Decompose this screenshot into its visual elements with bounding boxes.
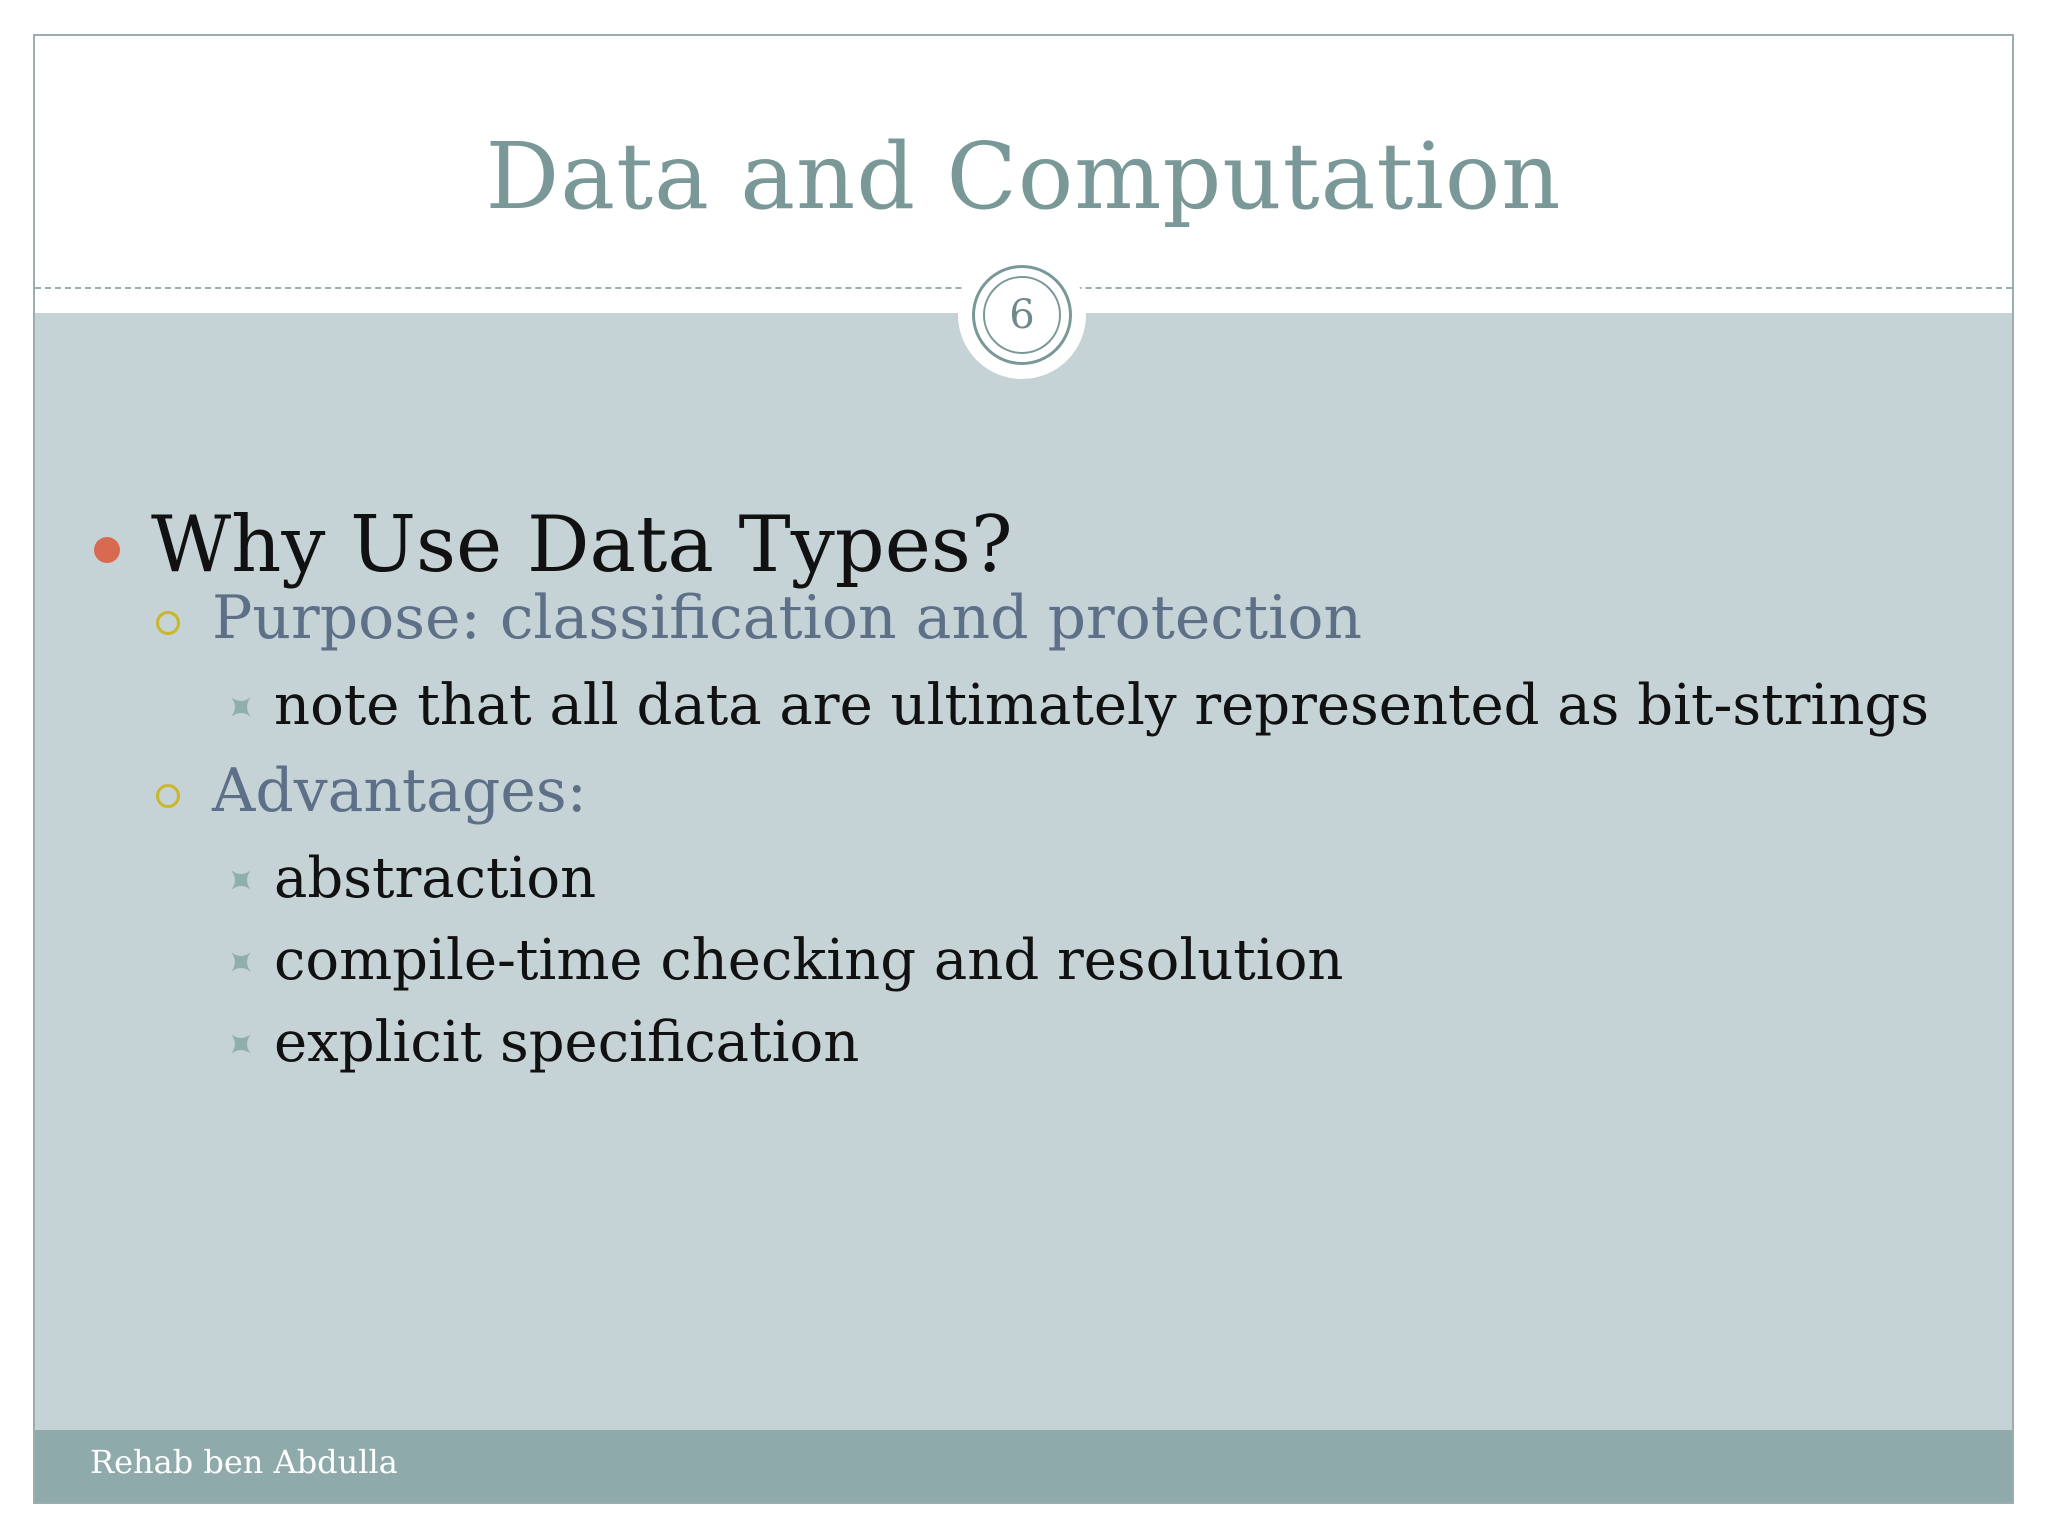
slide-title: Data and Computation: [485, 123, 1562, 230]
hollow-circle-bullet-icon: [156, 784, 180, 808]
slide-footer: [35, 1430, 2012, 1502]
hollow-circle-bullet-icon: [156, 611, 180, 635]
bullet-why-use-data-types: Why Use Data Types?: [151, 500, 1013, 590]
four-point-star-bullet-icon: [230, 951, 252, 973]
bullet-advantage-item: abstraction: [274, 846, 597, 911]
four-point-star-bullet-icon: [230, 1033, 252, 1055]
four-point-star-bullet-icon: [230, 696, 252, 718]
footer-author: Rehab ben Abdulla: [90, 1443, 398, 1481]
bullet-purpose-note: note that all data are ultimately represented as bit-strings: [274, 673, 1929, 738]
four-point-star-bullet-icon: [230, 869, 252, 891]
slide: [33, 34, 2014, 1504]
slide-number-ring: [972, 265, 1072, 365]
bullet-purpose: Purpose: classification and protection: [212, 583, 1363, 653]
bullet-advantage-item: explicit specification: [274, 1010, 860, 1075]
bullet-advantages: Advantages:: [212, 756, 587, 826]
slide-number-badge: [958, 251, 1086, 379]
slide-number: 6: [983, 276, 1061, 354]
bullet-advantage-item: compile-time checking and resolution: [274, 928, 1344, 993]
filled-circle-bullet-icon: [94, 537, 120, 563]
